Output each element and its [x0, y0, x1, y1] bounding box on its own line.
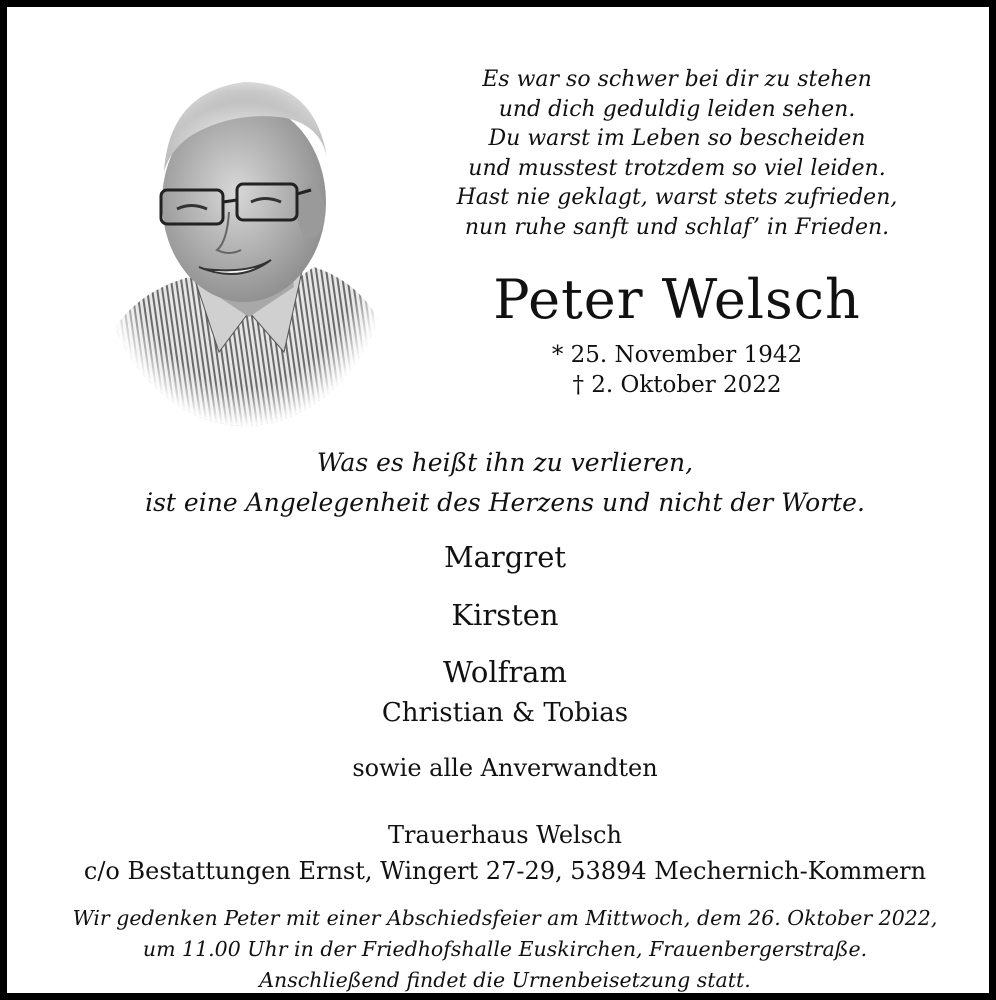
poem-line: und musstest trotzdem so viel leiden.	[468, 155, 886, 181]
house-address: c/o Bestattungen Ernst, Wingert 27-29, 53894 Mechernich-Kommern	[83, 857, 927, 885]
birth-date: * 25. November 1942	[551, 342, 803, 368]
mourner-relatives: sowie alle Anverwandten	[352, 754, 658, 782]
poem-line: nun ruhe sanft und schlaf’ in Frieden.	[464, 214, 890, 240]
quote-line: Was es heißt ihn zu verlieren,	[316, 448, 694, 477]
quote	[27, 443, 983, 523]
mourner-margret: Margret	[443, 540, 567, 574]
service-line: Wir gedenken Peter mit einer Abschiedsfeier am Mittwoch, dem 26. Oktober 2022,	[72, 906, 938, 930]
house-name: Trauerhaus Welsch	[388, 821, 622, 849]
service-line: um 11.00 Uhr in der Friedhofshalle Euskirchen, Frauenbergerstraße.	[142, 937, 868, 961]
mourner-grandchildren: Christian & Tobias	[381, 698, 629, 728]
mourning-house	[27, 817, 983, 889]
mourner-wolfram: Wolfram	[443, 655, 567, 689]
poem	[402, 65, 952, 242]
quote-line: ist eine Angelegenheit des Herzens und nicht der Worte.	[145, 488, 865, 517]
service-line: Anschließend findet die Urnenbeisetzung statt.	[259, 968, 751, 992]
poem-line: Hast nie geklagt, warst stets zufrieden,	[456, 185, 898, 210]
poem-line: und dich geduldig leiden sehen.	[498, 96, 856, 122]
mourner-kirsten: Kirsten	[451, 598, 559, 632]
portrait-photo	[99, 62, 391, 427]
deceased-name: Peter Welsch	[493, 268, 861, 331]
poem-line: Du warst im Leben so bescheiden	[488, 126, 866, 151]
service-info	[27, 903, 983, 996]
life-dates	[477, 340, 877, 400]
poem-line: Es war so schwer bei dir zu stehen	[482, 67, 872, 92]
death-date: † 2. Oktober 2022	[572, 372, 782, 398]
